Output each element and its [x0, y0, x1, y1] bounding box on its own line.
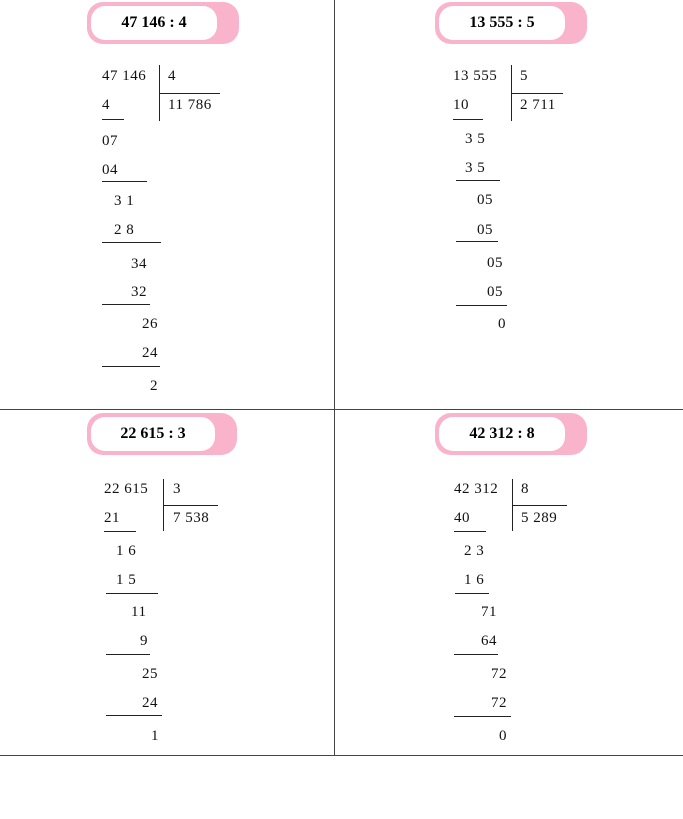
step-line: 26 — [142, 316, 158, 332]
step-line: 10 — [453, 97, 469, 113]
step-line: 21 — [104, 510, 120, 526]
step-line: 72 — [491, 695, 507, 711]
step-line: 4 — [102, 97, 110, 113]
step-line: 40 — [454, 510, 470, 526]
quotient-line — [511, 93, 563, 94]
subtraction-rule — [453, 119, 483, 120]
step-line: 25 — [142, 666, 158, 682]
problem-cell-3 — [0, 410, 334, 819]
subtraction-rule — [455, 593, 489, 594]
subtraction-rule — [454, 654, 498, 655]
step-line: 64 — [481, 633, 497, 649]
divisor: 4 — [168, 68, 176, 84]
step-line: 3 5 — [465, 131, 486, 147]
subtraction-rule — [102, 181, 147, 182]
step-line: 24 — [142, 345, 158, 361]
problem-title-frame — [435, 413, 587, 455]
step-line: 1 5 — [116, 572, 137, 588]
step-line: 05 — [477, 192, 493, 208]
step-line: 32 — [131, 284, 147, 300]
problem-title: 13 555 : 5 — [439, 6, 565, 40]
step-line: 2 3 — [464, 543, 485, 559]
vertical-divider — [334, 0, 335, 756]
subtraction-rule — [456, 241, 498, 242]
step-line: 05 — [477, 222, 493, 238]
dividend: 13 555 — [453, 68, 498, 84]
remainder: 1 — [151, 728, 159, 744]
problem-title: 42 312 : 8 — [439, 417, 565, 451]
step-line: 1 6 — [116, 543, 137, 559]
step-line: 71 — [481, 604, 497, 620]
problem-title: 47 146 : 4 — [91, 6, 217, 40]
subtraction-rule — [454, 531, 486, 532]
problem-title-frame — [435, 2, 587, 44]
step-line: 11 — [131, 604, 147, 620]
subtraction-rule — [106, 715, 162, 716]
subtraction-rule — [106, 654, 150, 655]
quotient: 2 711 — [520, 97, 556, 113]
step-line: 07 — [102, 133, 118, 149]
subtraction-rule — [102, 119, 124, 120]
problem-title: 22 615 : 3 — [91, 417, 215, 451]
dividend: 22 615 — [104, 481, 149, 497]
step-line: 34 — [131, 256, 147, 272]
step-line: 2 8 — [114, 222, 135, 238]
quotient-line — [512, 505, 567, 506]
subtraction-rule — [106, 593, 158, 594]
step-line: 72 — [491, 666, 507, 682]
subtraction-rule — [454, 716, 511, 717]
subtraction-rule — [102, 366, 160, 367]
remainder: 0 — [498, 316, 506, 332]
divisor: 5 — [520, 68, 528, 84]
quotient: 11 786 — [168, 97, 212, 113]
step-line: 3 1 — [114, 193, 135, 209]
problem-cell-4 — [341, 410, 675, 819]
problem-title-frame — [87, 413, 237, 455]
step-line: 04 — [102, 162, 118, 178]
divisor: 8 — [521, 481, 529, 497]
step-line: 24 — [142, 695, 158, 711]
step-line: 05 — [487, 284, 503, 300]
problem-title-frame — [87, 2, 239, 44]
dividend: 47 146 — [102, 68, 147, 84]
subtraction-rule — [102, 242, 161, 243]
step-line: 1 6 — [464, 572, 485, 588]
quotient-line — [159, 93, 220, 94]
quotient: 5 289 — [521, 510, 558, 526]
subtraction-rule — [102, 304, 150, 305]
quotient: 7 538 — [173, 510, 210, 526]
step-line: 3 5 — [465, 160, 486, 176]
problem-cell-1 — [0, 0, 334, 409]
subtraction-rule — [456, 180, 500, 181]
subtraction-rule — [456, 305, 507, 306]
step-line: 05 — [487, 255, 503, 271]
dividend: 42 312 — [454, 481, 499, 497]
step-line: 9 — [140, 633, 148, 649]
remainder: 2 — [150, 378, 158, 394]
subtraction-rule — [104, 531, 136, 532]
quotient-line — [163, 505, 218, 506]
remainder: 0 — [499, 728, 507, 744]
problem-cell-2 — [341, 0, 675, 409]
divisor: 3 — [173, 481, 181, 497]
